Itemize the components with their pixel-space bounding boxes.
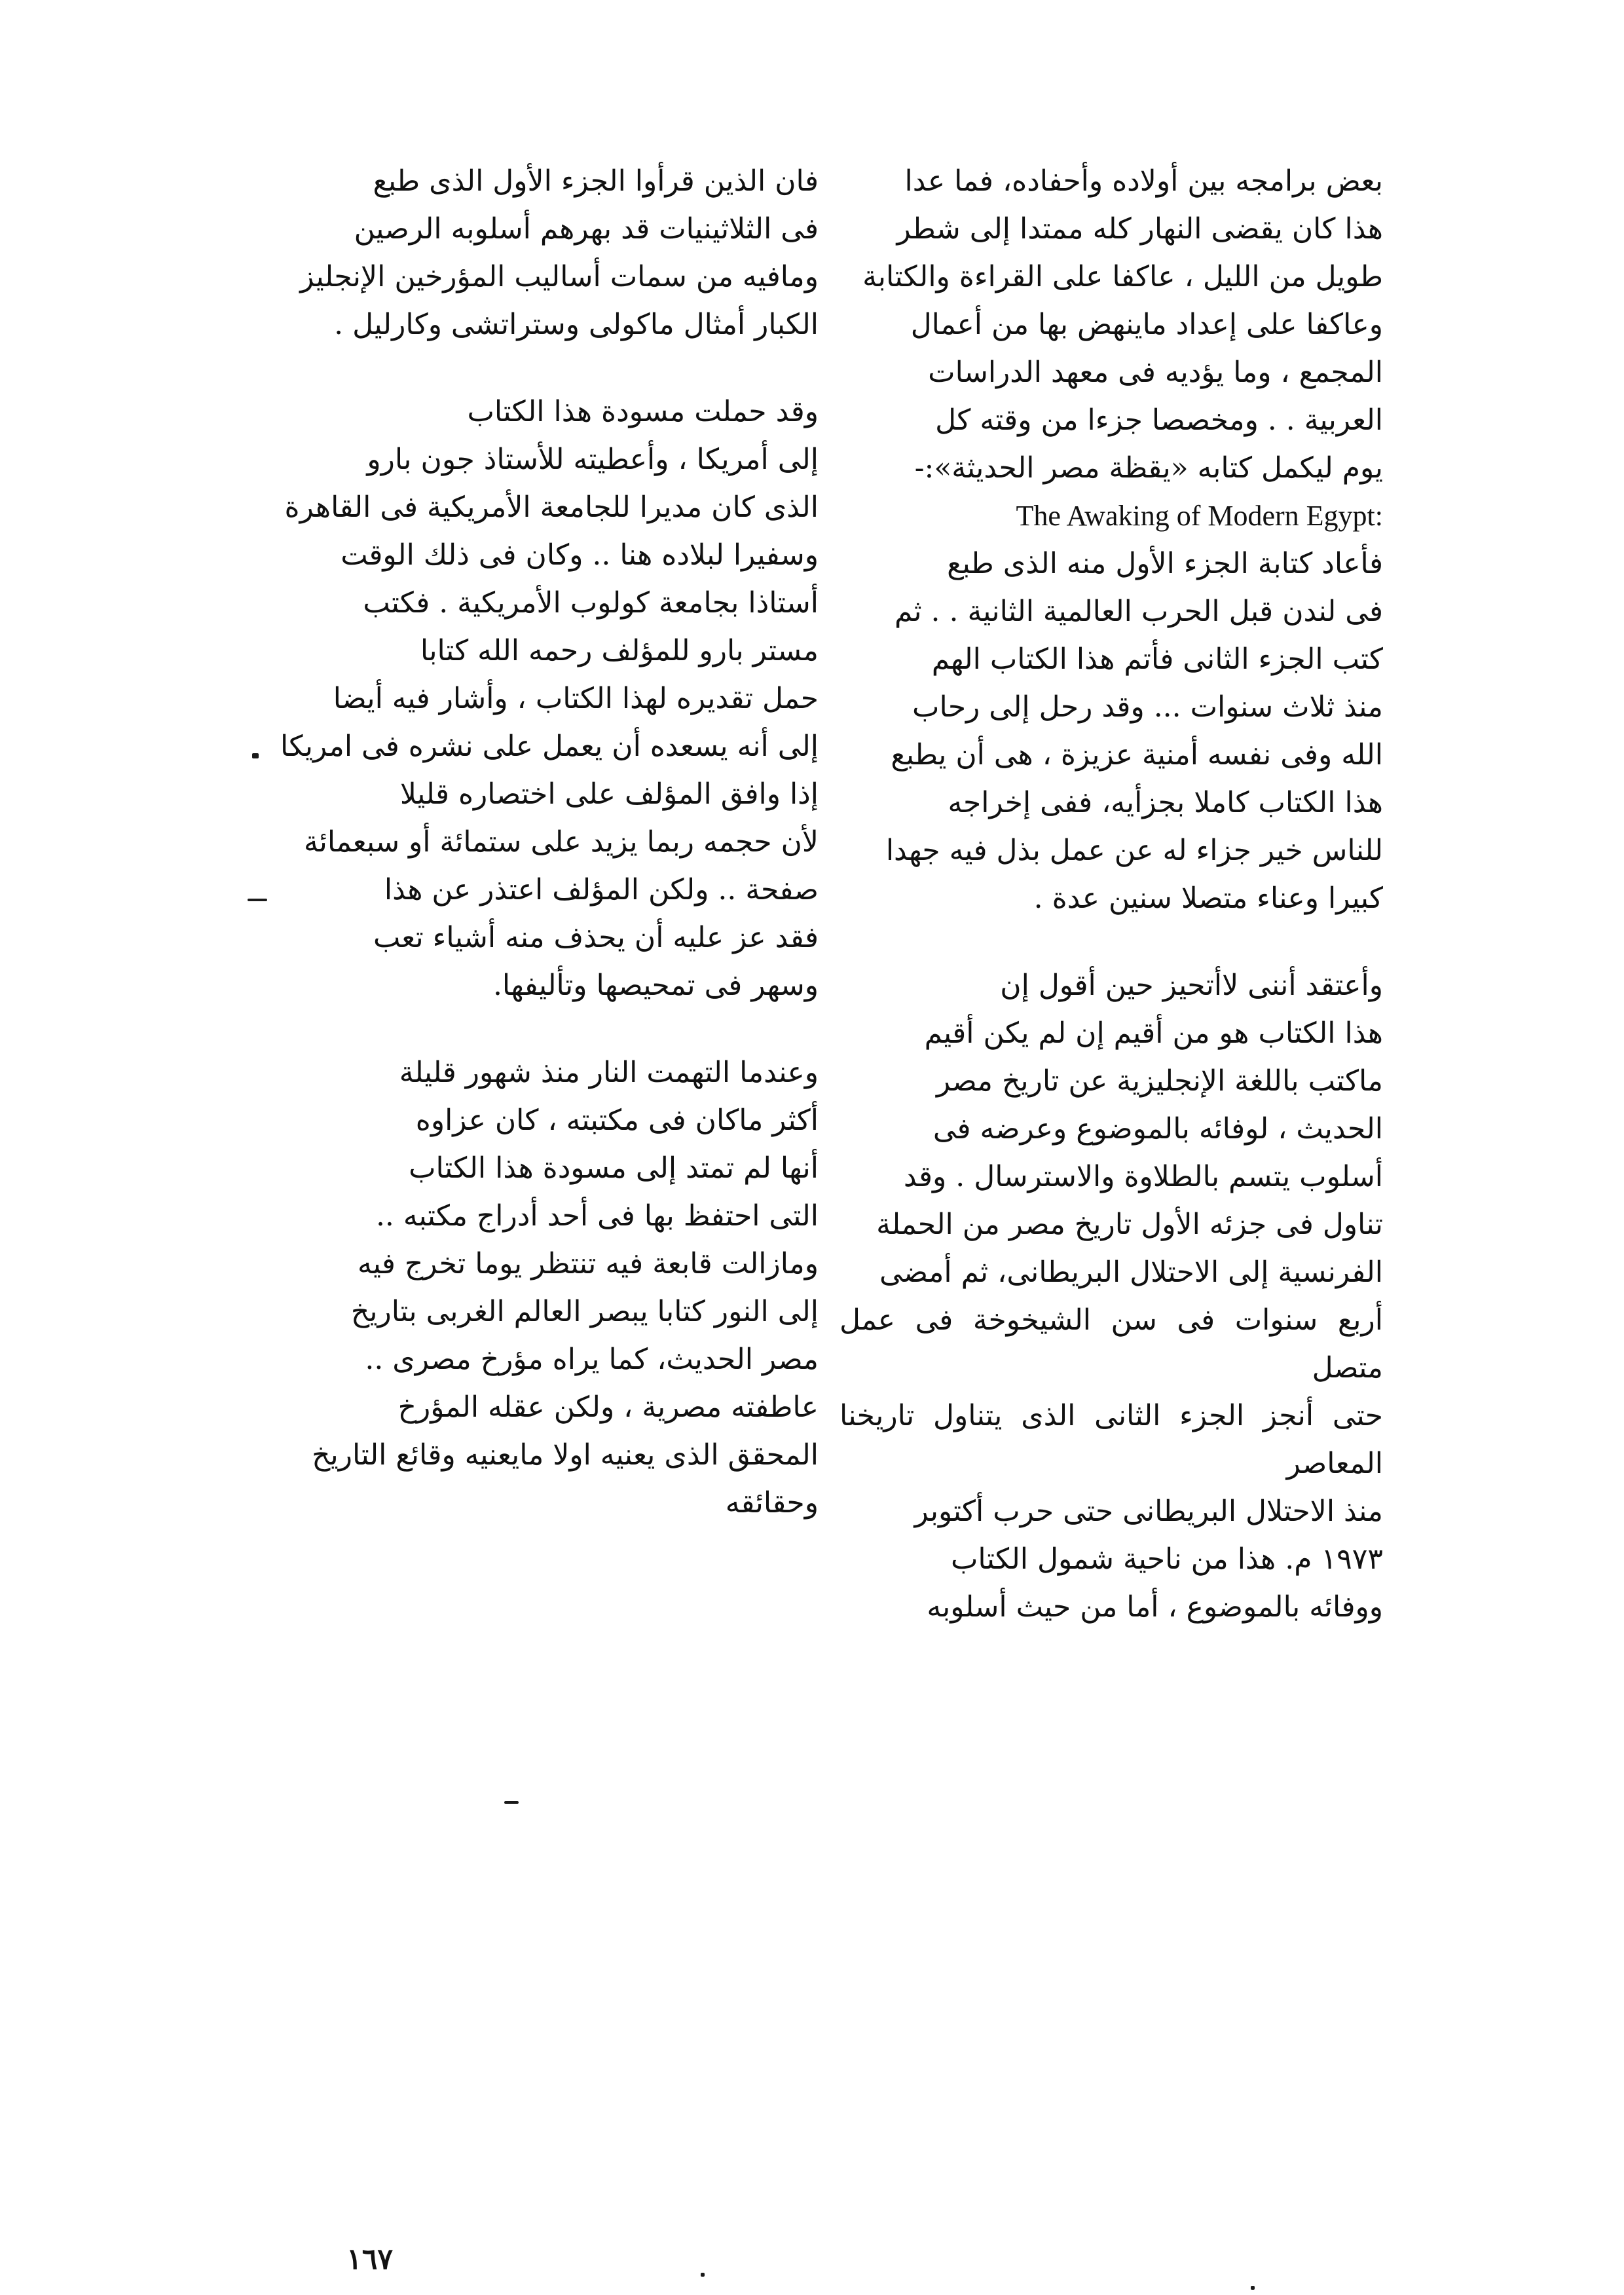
page-number: ١٦٧ [346,2243,393,2276]
scan-speck [1251,2286,1255,2290]
paragraph-gap [840,922,1383,961]
left-paragraph-3: وعندما التهمت النار منذ شهور قليلة أكثر ماكان فى مكتبته ، كان عزاوه أنها لم تمتد إلى مسودة هذا الكتاب التى احتفظ بها فى أحد أدراج مكتبه .. ومازالت قابعة فيه تنتظر يوما تخرج فيه إلى النور كتابا يبصر العالم الغربى بتاريخ مصر الحديث، كما يراه مؤرخ مصرى .. عاطفته مصرية ، ولكن عقله المؤرخ المحقق الذى يعنيه اولا مايعنيه وقائع التاريخ وحقائقه [312,1056,819,1520]
right-paragraph-3: وأعتقد أننى لاأتحيز حين أقول إن هذا الكتاب هو من أقيم إن لم يكن أقيم ماكتب باللغة الإنجليزية عن تاريخ مصر الحديث ، لوفائه بالموضوع وعرضه فى أسلوب يتسم بالطلاوة والاسترسال . وقد تناول فى جزئه الأول تاريخ مصر من الحملة الفرنسية إلى الاحتلال البريطانى، ثم أمضى أربع سنوات فى سن الشيخوخة فى عمل متصل حتى أنجز الجزء الثانى الذى يتناول تاريخنا المعاصر منذ الاحتلال البريطانى حتى حرب أكتوبر ١٩٧٣ م. هذا من ناحية شمول الكتاب ووفائه بالموضوع ، أما من حيث أسلوبه [840,969,1383,1624]
paragraph-gap [275,348,819,388]
paragraph-gap [275,1009,819,1049]
left-column [275,157,819,1527]
right-paragraph-1: بعض برامجه بين أولاده وأحفاده، فما عدا هذا كان يقضى النهار كله ممتدا إلى شطر طويل من الليل ، عاكفا على القراءة والكتابة وعاكفا على إعداد ماينهض بها من أعمال المجمع ، وما يؤديه فى معهد الدراسات العربية . . ومخصصا جزءا من وقته كل يوم ليكمل كتابه «يقظة مصر الحديثة»:- [862,164,1383,485]
scan-speck [701,2273,705,2277]
left-paragraph-1: فان الذين قرأوا الجزء الأول الذى طبع فى الثلاثينيات قد بهرهم أسلوبه الرصين ومافيه من سمات أساليب المؤرخين الإنجليز الكبار أمثال ماكولى وستراتشى وكارليل . [300,164,819,341]
right-paragraph-2: فأعاد كتابة الجزء الأول منه الذى طبع فى لندن قبل الحرب العالمية الثانية . . ثم كتب الجزء الثانى فأتم هذا الكتاب الهم منذ ثلاث سنوات ... وقد رحل إلى رحاب الله وفى نفسه أمنية عزيزة ، هى أن يطبع هذا الكتاب كاملا بجزأيه، ففى إخراجه للناس خير جزاء له عن عمل بذل فيه جهدا كبيرا وعناء متصلا سنين عدة . [885,547,1383,915]
scan-speck [248,899,267,901]
scan-speck [504,1801,519,1804]
scan-speck [252,753,259,758]
english-book-title: The Awaking of Modern Egypt: [1016,500,1383,532]
right-column [840,157,1383,1631]
left-paragraph-2: وقد حملت مسودة هذا الكتاب إلى أمريكا ، وأعطيته للأستاذ جون بارو الذى كان مديرا للجامعة الأمريكية فى القاهرة وسفيرا لبلاده هنا .. وكان فى ذلك الوقت أستاذا بجامعة كولوب الأمريكية . فكتب مستر بارو للمؤلف رحمه الله كتابا حمل تقديره لهذا الكتاب ، وأشار فيه أيضا إلى أنه يسعده أن يعمل على نشره فى امريكا إذا وافق المؤلف على اختصاره قليلا لأن حجمه ربما يزيد على ستمائة أو سبعمائة صفحة .. ولكن المؤلف اعتذر عن هذا فقد عز عليه أن يحذف منه أشياء تعب وسهر فى تمحيصها وتأليفها. [280,395,819,1002]
